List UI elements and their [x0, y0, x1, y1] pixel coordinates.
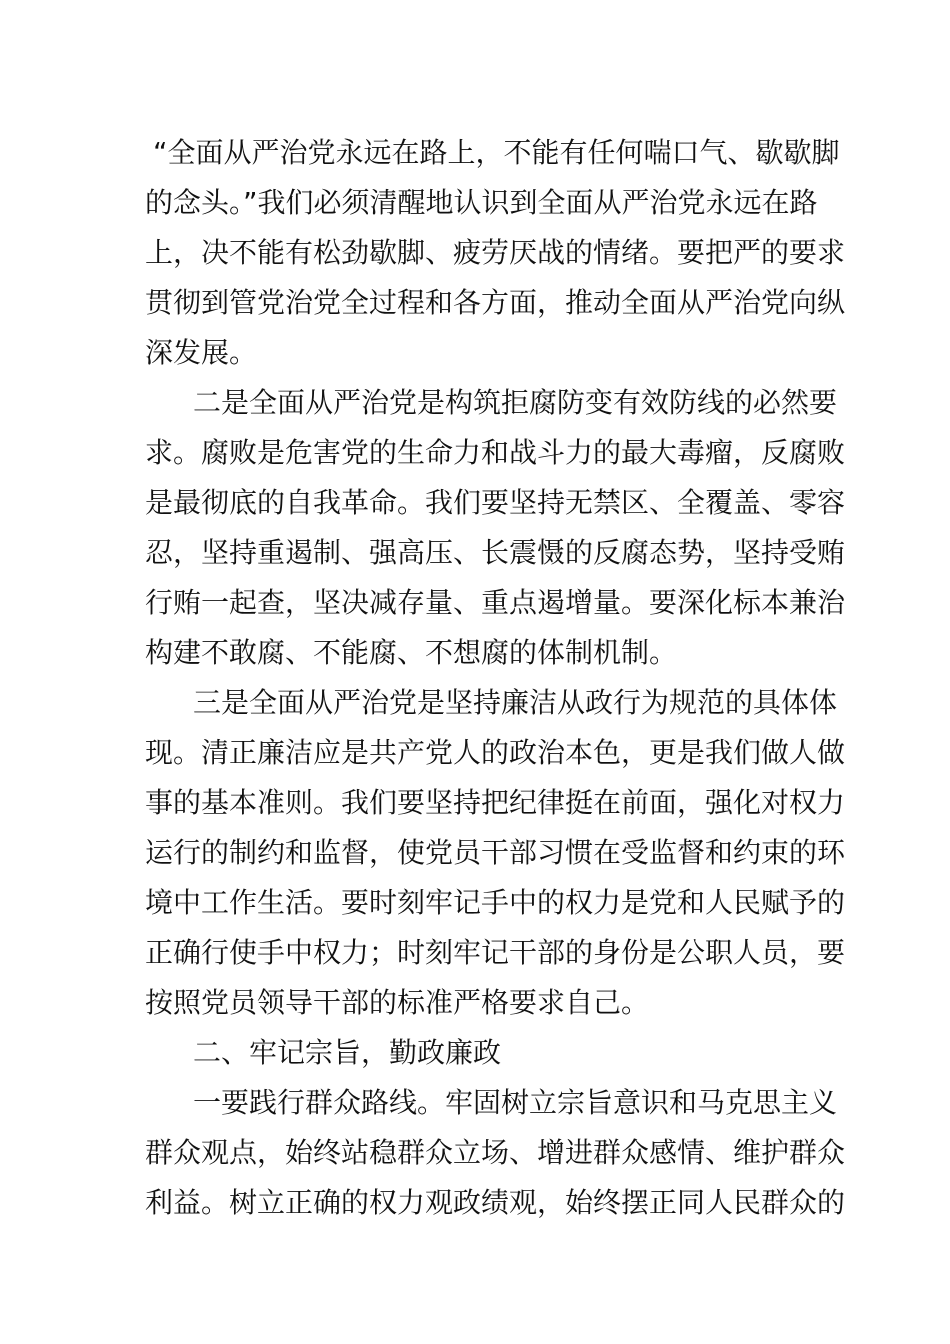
- text-line: 按照党员领导干部的标准严格要求自己。: [145, 986, 650, 1019]
- section-heading: 二、牢记宗旨，勤政廉政: [193, 1036, 502, 1069]
- text-line: “全面从严治党永远在路上，不能有任何喘口气、歇歇脚: [153, 136, 840, 169]
- text-line: 境中工作生活。要时刻牢记手中的权力是党和人民赋予的: [145, 886, 846, 919]
- paragraph-start-line: 一要践行群众路线。牢固树立宗旨意识和马克思主义: [193, 1086, 838, 1119]
- text-line: 行贿一起查，坚决减存量、重点遏增量。要深化标本兼治: [145, 586, 846, 619]
- text-line: 是最彻底的自我革命。我们要坚持无禁区、全覆盖、零容: [145, 486, 846, 519]
- text-line: 构建不敢腐、不能腐、不想腐的体制机制。: [145, 636, 678, 669]
- text-line: 利益。树立正确的权力观政绩观，始终摆正同人民群众的: [145, 1186, 846, 1219]
- text-line: 贯彻到管党治党全过程和各方面，推动全面从严治党向纵: [145, 286, 846, 319]
- text-line: 运行的制约和监督，使党员干部习惯在受监督和约束的环: [145, 836, 846, 869]
- document-body: [145, 128, 846, 1228]
- text-line: 现。清正廉洁应是共产党人的政治本色，更是我们做人做: [145, 736, 846, 769]
- text-line: 群众观点，始终站稳群众立场、增进群众感情、维护群众: [145, 1136, 846, 1169]
- text-line: 事的基本准则。我们要坚持把纪律挺在前面，强化对权力: [145, 786, 846, 819]
- text-line: 求。腐败是危害党的生命力和战斗力的最大毒瘤，反腐败: [145, 436, 846, 469]
- text-line: 深发展。: [145, 336, 258, 369]
- paragraph-start-line: 三是全面从严治党是坚持廉洁从政行为规范的具体体: [193, 686, 838, 719]
- text-line: 忍，坚持重遏制、强高压、长震慑的反腐态势，坚持受贿: [145, 536, 846, 569]
- text-line: 上，决不能有松劲歇脚、疲劳厌战的情绪。要把严的要求: [145, 236, 846, 269]
- text-line: 的念头。”我们必须清醒地认识到全面从严治党永远在路: [145, 186, 818, 219]
- paragraph-start-line: 二是全面从严治党是构筑拒腐防变有效防线的必然要: [193, 386, 838, 419]
- text-line: 正确行使手中权力；时刻牢记干部的身份是公职人员，要: [145, 936, 846, 969]
